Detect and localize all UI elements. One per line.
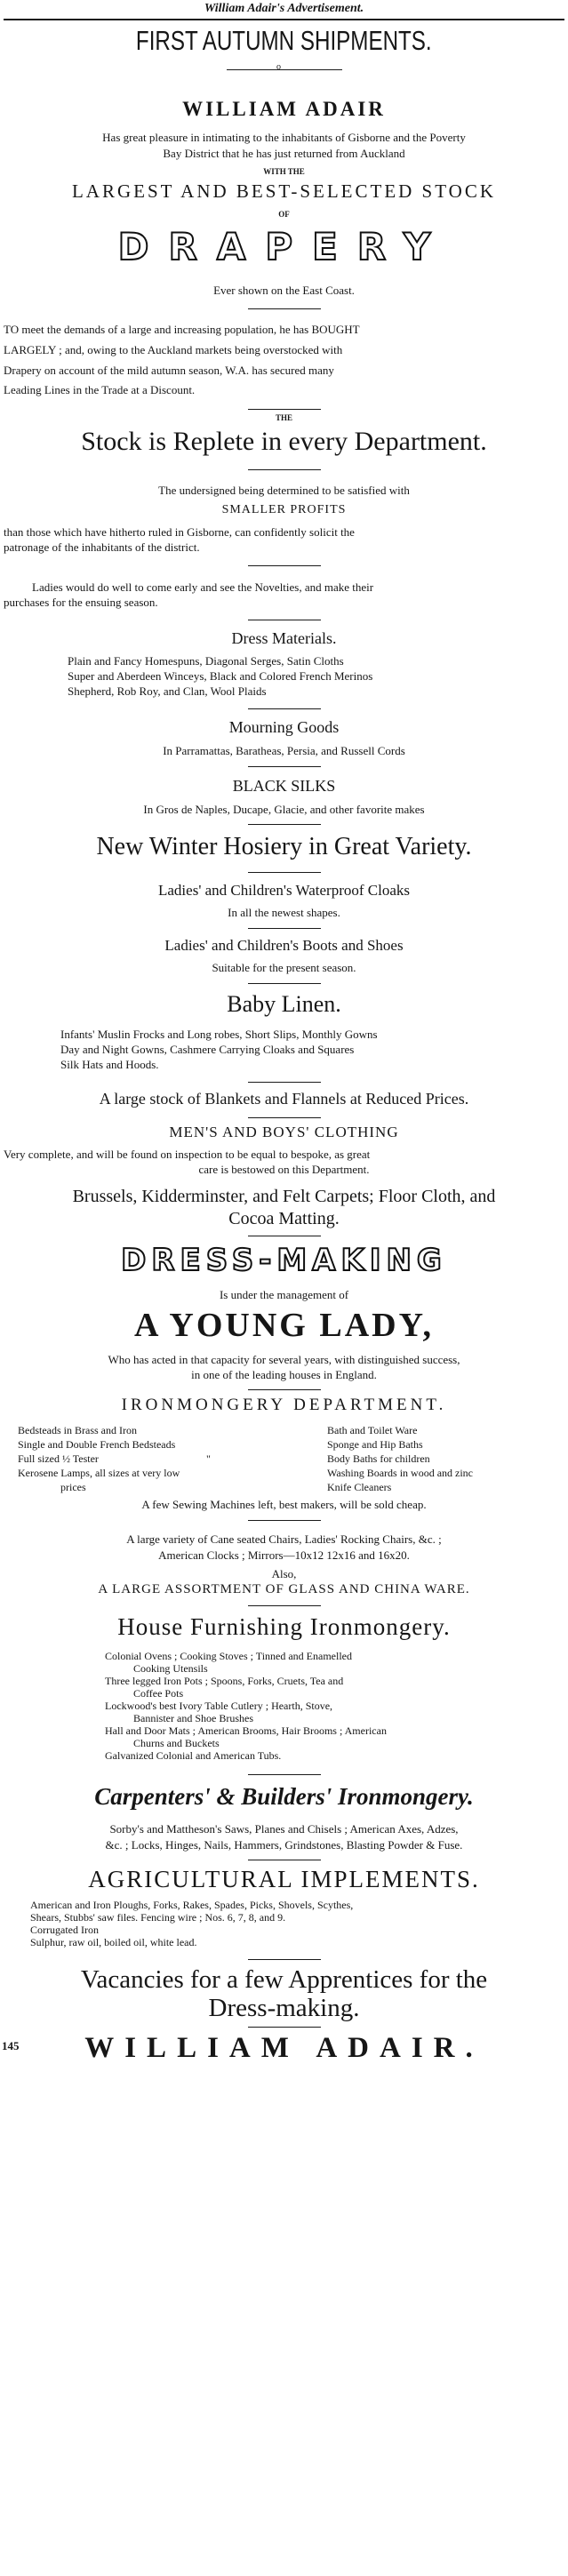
divider <box>248 409 321 410</box>
baby-linen-title: Baby Linen. <box>227 991 341 1017</box>
cloaks-line: In all the newest shapes. <box>228 906 340 919</box>
divider <box>248 708 321 709</box>
merchant-name: WILLIAM ADAIR <box>182 98 386 120</box>
headline <box>0 23 568 59</box>
ornament-rule <box>227 69 342 70</box>
divider <box>248 872 321 873</box>
cane-chairs-1: A large variety of Cane seated Chairs, Ladies' Rocking Chairs, &c. ; <box>126 1532 442 1546</box>
house-line: Three legged Iron Pots ; Spoons, Forks, Cruets, Tea and <box>105 1675 344 1687</box>
agricultural-line: Sulphur, raw oil, boiled oil, white lead. <box>30 1936 197 1948</box>
house-line: Cooking Utensils <box>133 1662 208 1675</box>
demand-line-3: Drapery on account of the mild autumn season, W.A. has secured many <box>4 364 334 377</box>
dress-materials-line: Super and Aberdeen Winceys, Black and Colored French Merinos <box>68 669 373 683</box>
ladies-come-1: Ladies would do well to come early and see the Novelties, and make their <box>32 580 374 594</box>
carpets-line-1: Brussels, Kidderminster, and Felt Carpets; Floor Cloth, and <box>72 1187 496 1206</box>
cane-chairs-2: American Clocks ; Mirrors—10x12 12x16 and 16x20. <box>158 1548 410 1562</box>
divider <box>248 824 321 825</box>
carpenters-line: &c. ; Locks, Hinges, Nails, Hammers, Grindstones, Blasting Powder & Fuse. <box>105 1838 463 1852</box>
divider <box>248 928 321 929</box>
boots-line: Suitable for the present season. <box>212 961 356 974</box>
baby-linen-line: Silk Hats and Hoods. <box>60 1058 159 1071</box>
agricultural-line: American and Iron Ploughs, Forks, Rakes, Spades, Picks, Shovels, Scythes, <box>30 1899 354 1911</box>
divider <box>248 983 321 984</box>
boots-title: Ladies' and Children's Boots and Shoes <box>164 937 404 954</box>
divider <box>248 1959 321 1960</box>
who-acted-2: in one of the leading houses in England. <box>191 1368 377 1381</box>
largest-stock: LARGEST AND BEST-SELECTED STOCK <box>71 180 497 202</box>
apprentices-line-1: Vacancies for a few Apprentices for the <box>80 1965 488 1994</box>
house-furnishing-title: House Furnishing Ironmongery. <box>117 1613 451 1640</box>
young-lady: A YOUNG LADY, <box>133 1307 435 1344</box>
stock-replete: Stock is Replete in every Department. <box>81 427 487 456</box>
iron-left-item: Bedsteads in Brass and Iron <box>18 1424 137 1436</box>
agricultural-line: Shears, Stubbs' saw files. Fencing wire ; Nos. 6, 7, 8, and 9. <box>30 1911 286 1924</box>
mens-boys-line: Very complete, and will be found on inspection to be equal to bespoke, as great <box>4 1148 371 1161</box>
divider <box>248 766 321 767</box>
divider <box>248 1774 321 1775</box>
house-line: Colonial Ovens ; Cooking Stoves ; Tinned and Enamelled <box>105 1650 352 1662</box>
intro-line-2: Bay District that he has just returned from Auckland <box>163 147 405 160</box>
black-silks-line: In Gros de Naples, Ducape, Glacie, and other favorite makes <box>143 803 425 816</box>
house-line: Coffee Pots <box>133 1687 184 1700</box>
than-those-2: patronage of the inhabitants of the district. <box>4 540 200 554</box>
cloaks-title: Ladies' and Children's Waterproof Cloaks <box>158 882 410 899</box>
headline-text: FIRST AUTUMN SHIPMENTS. <box>136 25 432 56</box>
iron-ditto-mark: " <box>206 1452 211 1465</box>
iron-right-item: Sponge and Hip Baths <box>327 1438 423 1451</box>
house-line: Bannister and Shoe Brushes <box>133 1712 253 1724</box>
who-acted-1: Who has acted in that capacity for several years, with distinguished success, <box>108 1353 460 1366</box>
dress-materials-title: Dress Materials. <box>231 629 337 647</box>
divider <box>248 1520 321 1521</box>
carpets-line-2: Cocoa Matting. <box>228 1209 340 1228</box>
divider <box>248 2027 321 2028</box>
smaller-profits: SMALLER PROFITS <box>221 503 347 516</box>
apprentices-line-2: Dress-making. <box>208 1994 360 2022</box>
iron-right-item: Bath and Toilet Ware <box>327 1424 418 1436</box>
header-rule <box>4 19 564 20</box>
footer-merchant-name: WILLIAM ADAIR. <box>84 2032 484 2064</box>
agricultural-title: AGRICULTURAL IMPLEMENTS. <box>88 1866 480 1892</box>
iron-left-item: prices <box>60 1481 86 1493</box>
ornament-circle: o <box>276 62 281 72</box>
demand-line-2: LARGELY ; and, owing to the Auckland markets being overstocked with <box>4 343 343 356</box>
iron-right-item: Knife Cleaners <box>327 1481 392 1493</box>
divider <box>248 469 321 470</box>
iron-right-item: Washing Boards in wood and zinc <box>327 1467 474 1479</box>
mourning-title: Mourning Goods <box>228 718 340 736</box>
under-management: Is under the management of <box>219 1288 349 1301</box>
black-silks-title: BLACK SILKS <box>232 777 336 795</box>
ever-shown: Ever shown on the East Coast. <box>213 284 355 297</box>
baby-linen-line: Day and Night Gowns, Cashmere Carrying Cloaks and Squares <box>60 1043 355 1056</box>
baby-linen-line: Infants' Muslin Frocks and Long robes, Short Slips, Monthly Gowns <box>60 1028 378 1041</box>
undersigned: The undersigned being determined to be satisfied with <box>158 484 410 497</box>
hosiery-title: New Winter Hosiery in Great Variety. <box>96 833 472 860</box>
iron-left-item: Full sized ½ Tester <box>18 1452 99 1465</box>
intro-line-1: Has great pleasure in intimating to the inhabitants of Gisborne and the Poverty <box>102 131 466 144</box>
house-line: Churns and Buckets <box>133 1737 220 1749</box>
mourning-line: In Parramattas, Baratheas, Persia, and Russell Cords <box>163 744 405 757</box>
mens-boys-title: MEN'S AND BOYS' CLOTHING <box>169 1124 399 1140</box>
iron-right-item: Body Baths for children <box>327 1452 430 1465</box>
divider <box>248 1082 321 1083</box>
mens-boys-line: care is bestowed on this Department. <box>198 1163 370 1176</box>
iron-left-item: Kerosene Lamps, all sizes at very low <box>18 1467 180 1479</box>
drapery-title: DRAPERY <box>117 225 451 268</box>
divider <box>248 308 321 309</box>
demand-line-4: Leading Lines in the Trade at a Discount. <box>4 383 196 396</box>
glass-china: A LARGE ASSORTMENT OF GLASS AND CHINA WARE. <box>98 1582 470 1596</box>
house-line: Lockwood's best Ivory Table Cutlery ; Hearth, Stove, <box>105 1700 333 1712</box>
ladies-come-2: purchases for the ensuing season. <box>4 596 158 609</box>
demand-line-1: TO meet the demands of a large and increasing population, he has BOUGHT <box>4 323 360 336</box>
divider <box>248 1117 321 1118</box>
dressmaking-title: DRESS-MAKING <box>121 1243 447 1278</box>
divider <box>248 1389 321 1390</box>
sewing-machines: A few Sewing Machines left, best makers, will be sold cheap. <box>141 1498 427 1511</box>
house-line: Galvanized Colonial and American Tubs. <box>105 1749 282 1762</box>
divider <box>248 565 321 566</box>
dress-materials-line: Shepherd, Rob Roy, and Clan, Wool Plaids <box>68 684 267 698</box>
page-number: 145 <box>2 2039 20 2052</box>
of-label: OF <box>278 210 290 219</box>
agricultural-line: Corrugated Iron <box>30 1924 99 1936</box>
house-line: Hall and Door Mats ; American Brooms, Hair Brooms ; American <box>105 1724 387 1737</box>
ironmongery-title: IRONMONGERY DEPARTMENT. <box>121 1396 447 1414</box>
blankets: A large stock of Blankets and Flannels at Reduced Prices. <box>99 1090 469 1108</box>
also-label: Also, <box>271 1567 297 1580</box>
with-the: WITH THE <box>263 167 305 176</box>
carpenters-line: Sorby's and Mattheson's Saws, Planes and Chisels ; American Axes, Adzes, <box>109 1822 459 1836</box>
dress-materials-line: Plain and Fancy Homespuns, Diagonal Serges, Satin Cloths <box>68 654 344 668</box>
than-those-1: than those which have hitherto ruled in Gisborne, can confidently solicit the <box>4 525 355 539</box>
divider <box>248 1605 321 1606</box>
the-label: THE <box>275 413 292 422</box>
carpenters-title: Carpenters' & Builders' Ironmongery. <box>94 1783 474 1810</box>
iron-left-item: Single and Double French Bedsteads <box>18 1438 176 1451</box>
running-header: William Adair's Advertisement. <box>204 2 364 15</box>
